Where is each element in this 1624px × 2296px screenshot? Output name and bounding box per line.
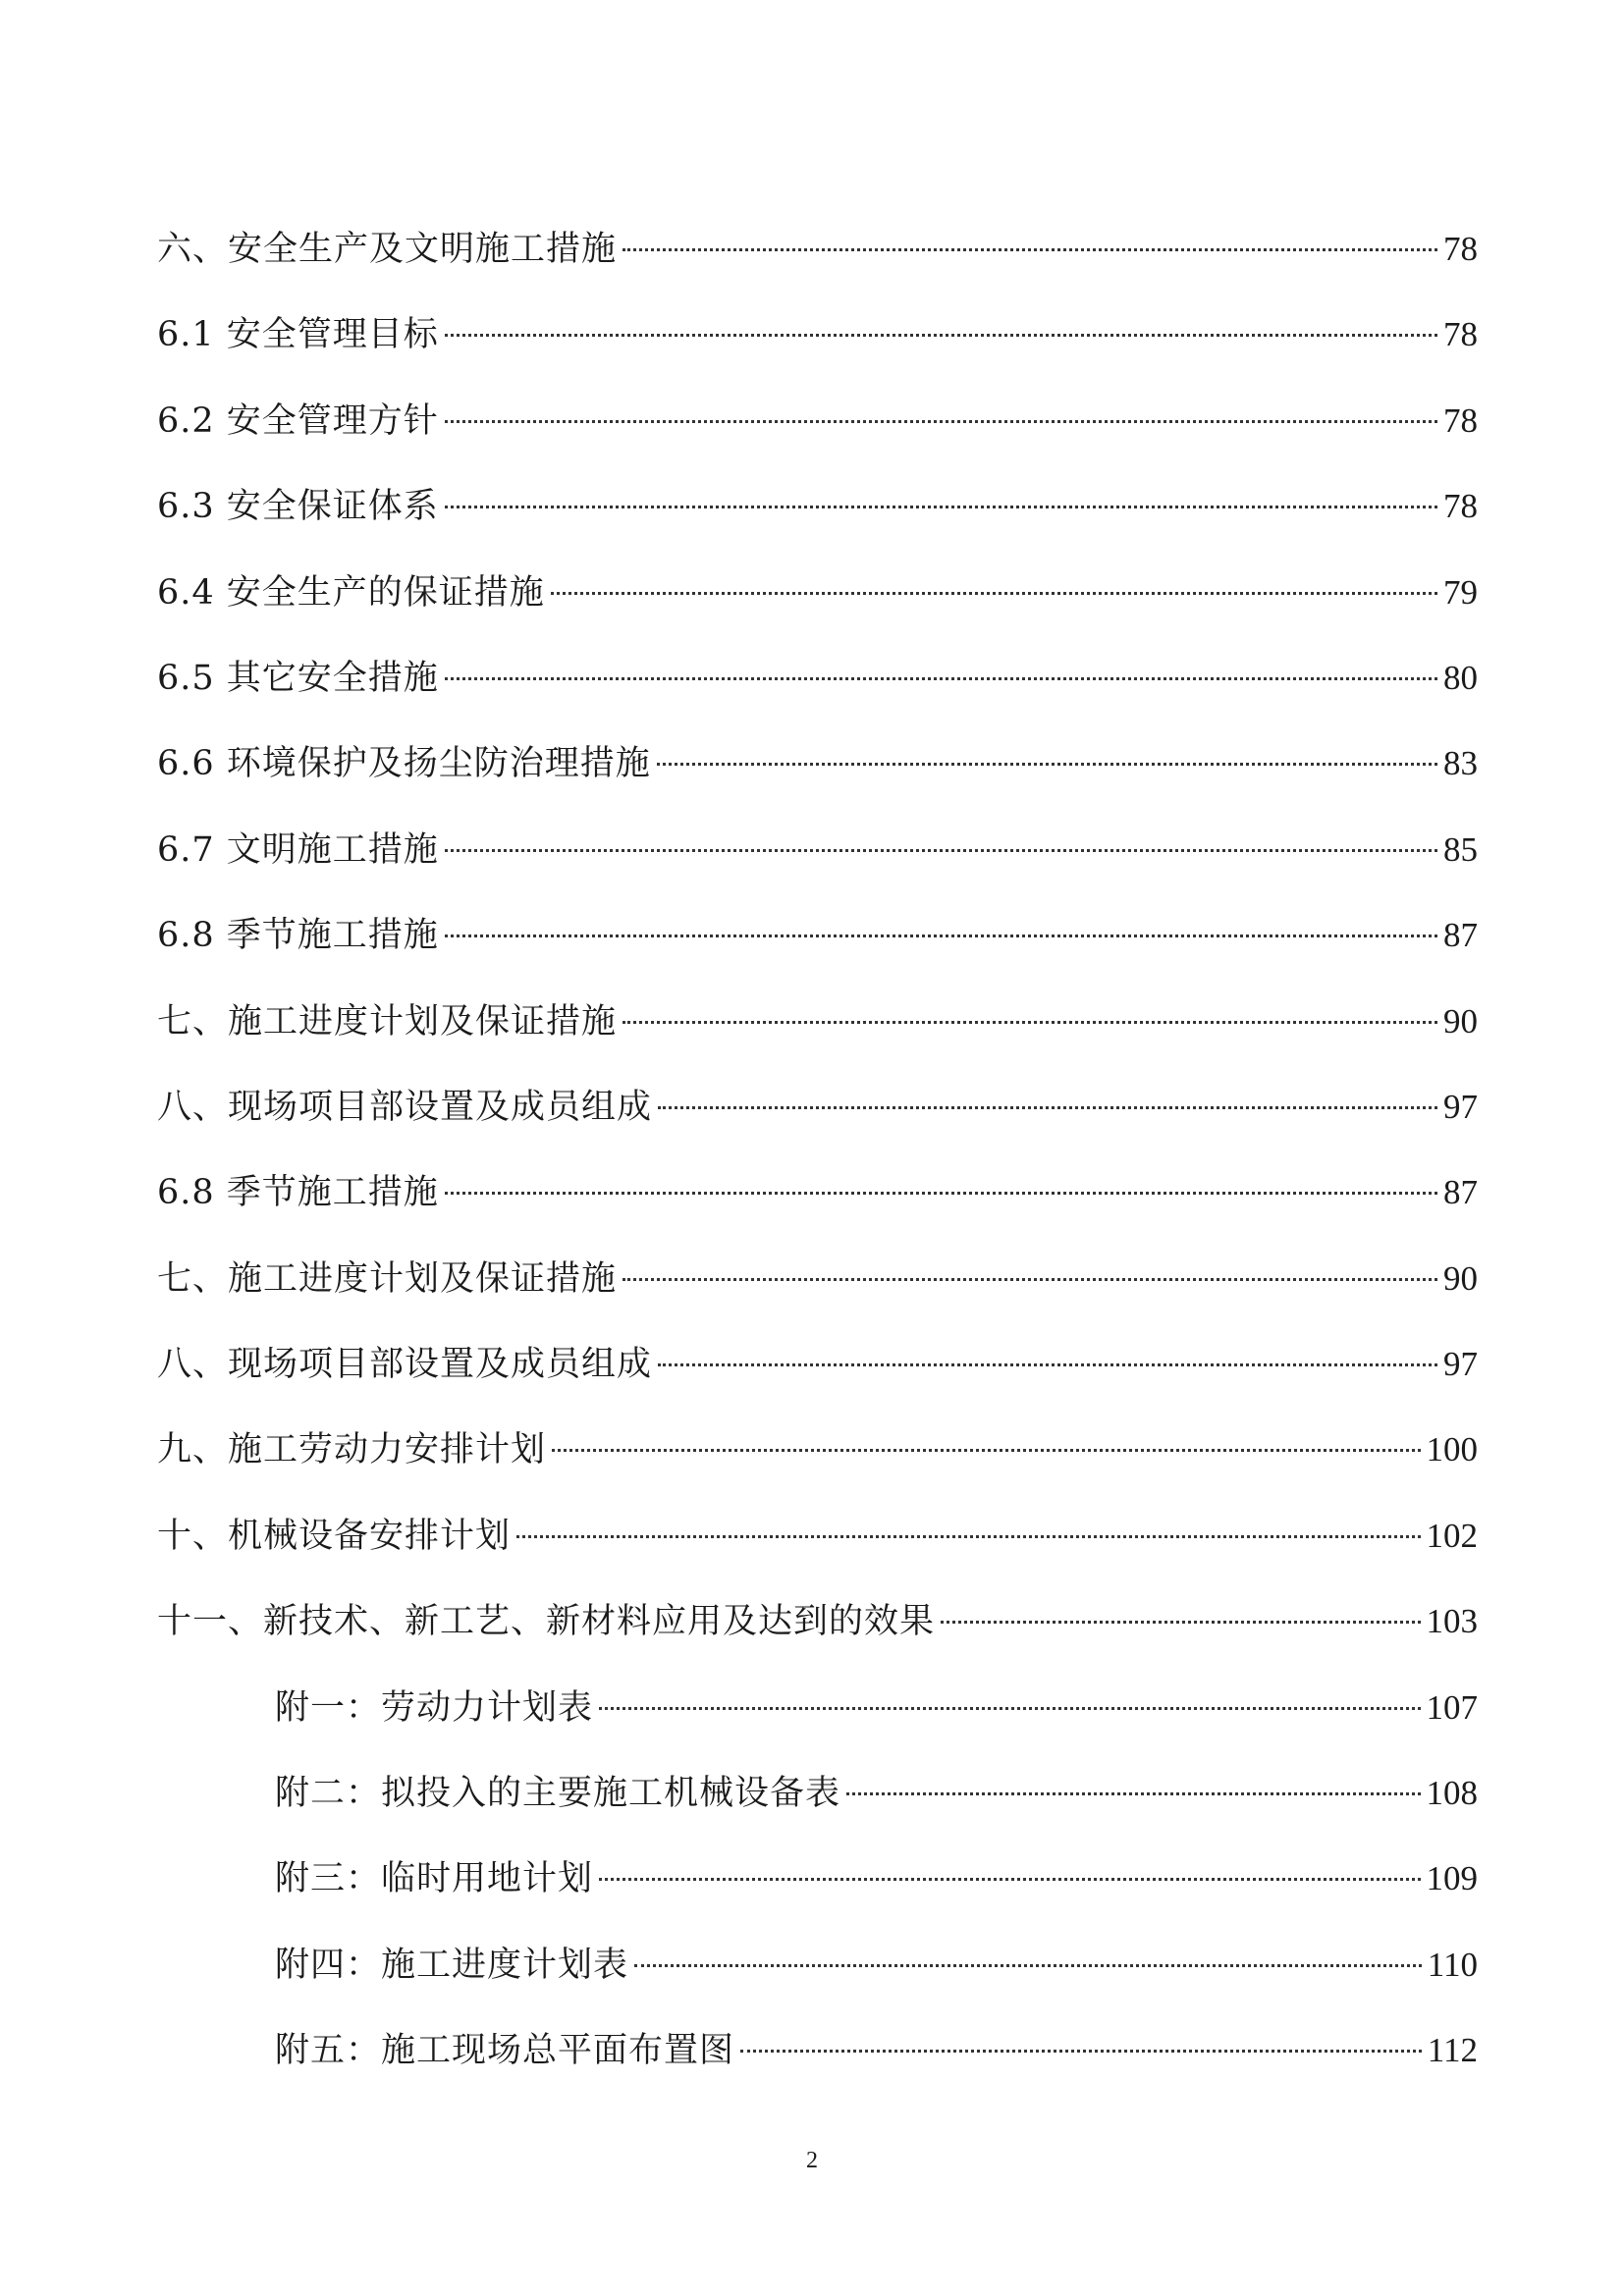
toc-entry[interactable] [157,721,1478,806]
toc-entry[interactable] [157,292,1478,377]
toc-entry-title: 6.6 环境保护及扬尘防治理措施 [157,744,651,784]
toc-dot-leader [658,1363,1437,1366]
toc-dot-leader [634,1964,1422,1967]
toc-dot-leader [623,1021,1437,1024]
toc-dot-leader [740,2050,1422,2053]
toc-entry-page-number: 80 [1443,658,1478,697]
toc-dot-leader [445,677,1437,680]
toc-entry[interactable] [157,1665,1478,1750]
toc-entry-page-number: 78 [1443,230,1478,268]
toc-entry[interactable] [157,1493,1478,1578]
toc-entry[interactable] [157,378,1478,463]
toc-entry-page-number: 78 [1443,400,1478,440]
toc-dot-leader [941,1621,1420,1624]
toc-entry-title: 附四：施工进度计划表 [275,1945,629,1985]
toc-dot-leader [551,592,1437,595]
toc-entry-title: 6.3 安全保证体系 [157,487,439,527]
toc-entry-title: 6.1 安全管理目标 [157,315,439,355]
toc-dot-leader [445,506,1437,508]
toc-entry[interactable] [157,1321,1478,1407]
toc-dot-leader [445,1192,1437,1195]
page-number: 2 [806,2148,818,2173]
toc-entry-page-number: 90 [1443,1001,1478,1041]
toc-dot-leader [599,1707,1420,1710]
toc-entry-title: 附三：临时用地计划 [275,1859,594,1899]
toc-entry-page-number: 90 [1443,1258,1478,1298]
toc-dot-leader [657,763,1437,766]
toc-entry-title: 附五：施工现场总平面布置图 [275,2031,735,2071]
toc-entry-title: 七、施工进度计划及保证措施 [157,1001,618,1041]
toc-entry[interactable] [157,635,1478,721]
toc-entry-page-number: 87 [1443,916,1478,955]
toc-entry-title: 附一：劳动力计划表 [275,1687,594,1728]
toc-entry[interactable] [157,1407,1478,1492]
toc-dot-leader [599,1878,1420,1881]
toc-entry[interactable] [157,550,1478,635]
toc-entry-title: 6.2 安全管理方针 [157,400,439,441]
toc-entry[interactable] [157,206,1478,292]
toc-dot-leader [516,1535,1420,1538]
toc-entry-title: 九、施工劳动力安排计划 [157,1430,547,1470]
toc-entry-page-number: 103 [1426,1602,1478,1641]
toc-entry-title: 八、现场项目部设置及成员组成 [157,1345,653,1385]
toc-dot-leader [623,1278,1437,1281]
toc-entry-page-number: 85 [1443,829,1478,869]
toc-entry[interactable] [157,1922,1478,2007]
toc-dot-leader [846,1792,1420,1795]
table-of-contents [157,206,1478,2094]
toc-entry-title: 6.5 其它安全措施 [157,658,439,698]
toc-entry-title: 六、安全生产及文明施工措施 [157,230,618,269]
toc-entry-page-number: 110 [1427,1945,1478,1984]
toc-entry[interactable] [157,1750,1478,1836]
toc-dot-leader [552,1449,1420,1452]
toc-entry[interactable] [157,1064,1478,1149]
toc-entry[interactable] [157,1578,1478,1664]
toc-entry[interactable] [157,892,1478,978]
toc-entry-page-number: 87 [1443,1173,1478,1212]
toc-entry-title: 十一、新技术、新工艺、新材料应用及达到的效果 [157,1602,936,1642]
toc-entry[interactable] [157,2007,1478,2093]
toc-entry[interactable] [157,1236,1478,1321]
toc-dot-leader [445,849,1437,852]
toc-entry-title: 6.7 文明施工措施 [157,829,439,870]
toc-entry[interactable] [157,1836,1478,1921]
toc-entry-page-number: 108 [1426,1774,1478,1813]
toc-dot-leader [445,934,1437,937]
toc-entry[interactable] [157,807,1478,892]
toc-entry-page-number: 112 [1427,2031,1478,2070]
toc-entry-page-number: 78 [1443,315,1478,354]
toc-entry-title: 6.4 安全生产的保证措施 [157,572,545,613]
toc-entry-page-number: 79 [1443,572,1478,612]
toc-entry-page-number: 109 [1426,1859,1478,1898]
toc-entry-title: 6.8 季节施工措施 [157,1173,439,1213]
toc-entry-page-number: 97 [1443,1345,1478,1384]
toc-entry-title: 6.8 季节施工措施 [157,916,439,956]
toc-entry[interactable] [157,463,1478,549]
toc-entry-title: 八、现场项目部设置及成员组成 [157,1087,653,1127]
toc-entry-page-number: 97 [1443,1087,1478,1126]
toc-entry-title: 十、机械设备安排计划 [157,1516,512,1556]
toc-entry-page-number: 78 [1443,487,1478,526]
toc-entry[interactable] [157,1149,1478,1235]
toc-dot-leader [445,334,1437,337]
toc-entry-title: 七、施工进度计划及保证措施 [157,1258,618,1299]
toc-dot-leader [623,248,1437,251]
toc-entry[interactable] [157,979,1478,1064]
toc-entry-page-number: 83 [1443,744,1478,783]
toc-entry-page-number: 107 [1426,1687,1478,1727]
toc-entry-title: 附二：拟投入的主要施工机械设备表 [275,1774,841,1814]
toc-entry-page-number: 102 [1426,1516,1478,1555]
toc-dot-leader [658,1106,1437,1109]
toc-dot-leader [445,420,1437,423]
toc-entry-page-number: 100 [1426,1430,1478,1469]
